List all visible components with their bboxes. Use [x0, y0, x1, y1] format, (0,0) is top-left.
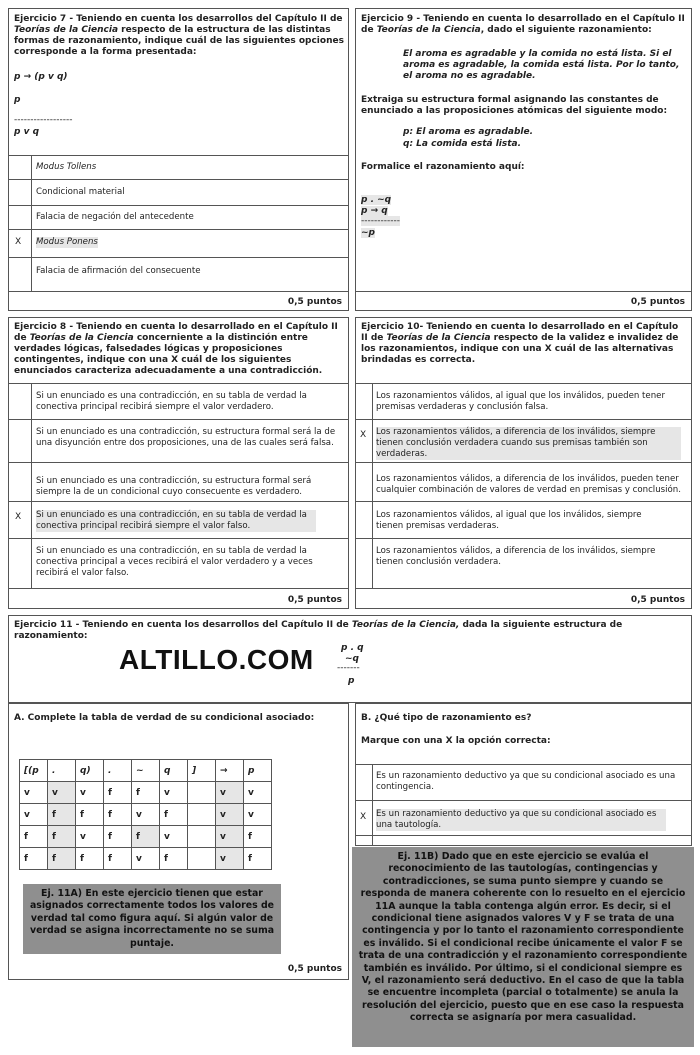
- exercise-8-box: [8, 317, 349, 609]
- arg-line-1: p . q: [341, 643, 364, 653]
- exercise-9-box: [355, 8, 692, 311]
- ex10-option-5[interactable]: Los razonamientos válidos, a diferencia de los inválidos, siempre tienen conclusión verdadera.: [376, 546, 656, 567]
- ex7-option-5[interactable]: Falacia de afirmación del consecuente: [36, 266, 201, 276]
- arg-line-2: ~q: [345, 654, 359, 664]
- q-definition: q: La comida está lista.: [403, 139, 522, 149]
- truth-table-cell[interactable]: f: [132, 782, 160, 804]
- extract-instruction: Extraiga su estructura formal asignando las constantes de enunciado a las proposiciones atómicas del siguiente modo:: [361, 95, 668, 116]
- part-b-instruction: Marque con una X la opción correcta:: [361, 736, 551, 746]
- truth-table-cell[interactable]: v: [76, 782, 104, 804]
- truth-table-cell: →: [216, 760, 244, 782]
- truth-table-header: [20, 760, 272, 782]
- truth-table-cell[interactable]: v: [132, 804, 160, 826]
- part-a-label: A. Complete la tabla de verdad de su condicional asociado:: [14, 713, 315, 723]
- exercise-11-header: [8, 615, 692, 703]
- truth-table-cell: ~: [132, 760, 160, 782]
- note-11a: Ej. 11A) En este ejercicio tienen que estar asignados correctamente todos los valores de verdad tal como figura aquí. Si algún valor de verdad se asigna incorrectamente no se suma puntaje.: [23, 884, 281, 954]
- truth-table-cell[interactable]: v: [216, 848, 244, 870]
- p-definition: p: El aroma es agradable.: [403, 127, 534, 137]
- truth-table-cell[interactable]: [188, 804, 216, 826]
- ex10-option-2[interactable]: Los razonamientos válidos, a diferencia de los inválidos, siempre tienen conclusión verdadera cuando sus premisas también son verdaderas.: [376, 427, 681, 460]
- ex11b-mark-x: X: [360, 812, 367, 822]
- exercise-10-box: [355, 317, 692, 609]
- truth-table-cell[interactable]: v: [20, 804, 48, 826]
- formalize-label: Formalice el razonamiento aquí:: [361, 162, 525, 172]
- ex8-option-5[interactable]: Si un enunciado es una contradicción, en su tabla de verdad la conectiva principal a veces recibirá el valor verdadero y a veces recibirá el valor falso.: [36, 546, 313, 578]
- reasoning-quote: El aroma es agradable y la comida no está lista. Si el aroma es agradable, la comida está lista. Por lo tanto, el aroma no es agradable.: [403, 49, 680, 81]
- part-b-label: B. ¿Qué tipo de razonamiento es?: [361, 713, 532, 723]
- ex11a-points: 0,5 puntos: [287, 964, 342, 974]
- truth-table-row: [20, 826, 272, 848]
- truth-table: [19, 759, 272, 870]
- exercise-11b-box: [355, 703, 692, 846]
- truth-table-cell: .: [48, 760, 76, 782]
- ex10-points: 0,5 puntos: [630, 595, 685, 605]
- ex8-mark-x: X: [15, 512, 22, 522]
- ex7-option-4[interactable]: Modus Ponens: [36, 237, 98, 247]
- truth-table-row: [20, 804, 272, 826]
- truth-table-cell[interactable]: v: [76, 826, 104, 848]
- truth-table-cell[interactable]: f: [132, 826, 160, 848]
- truth-table-cell[interactable]: [188, 826, 216, 848]
- ex7-mark-x: X: [15, 237, 22, 247]
- exercise-9-prompt: Ejercicio 9 - Teniendo en cuenta lo desarrollado en el Capítulo II de Teorías de la Ciencia, dado el siguiente razonamiento:: [361, 14, 685, 35]
- truth-table-cell: ]: [188, 760, 216, 782]
- truth-table-cell[interactable]: f: [20, 848, 48, 870]
- formal-line-1: p . ~q: [361, 195, 392, 205]
- ex7-option-2[interactable]: Condicional material: [36, 187, 125, 197]
- ex11b-option-2[interactable]: Es un razonamiento deductivo ya que su condicional asociado es una tautología.: [376, 809, 666, 831]
- truth-table-cell[interactable]: v: [216, 826, 244, 848]
- note-11b: Ej. 11B) Dado que en este ejercicio se evalúa el reconocimiento de las tautologías, contingencias y contradicciones, se suma punto siempre y cuando se responda de manera coherente con lo resuelto en el ejercicio 11A aunque la tabla contenga algún error. Es decir, si el condicional tiene asignados valores V y F se trata de una contingencia y por lo tanto el razonamiento correspondiente es inválido. Si el condicional recibe únicamente el valor F se trata de una contradicción y el razonamiento correspondiente también es inválido. Por último, si el condicional siempre es V, el razonamiento será deductivo. En el caso de que la tabla se encuentre incompleta (parcial o totalmente) se anula la resolución del ejercicio, puesto que en ese caso la respuesta correcta se asignaría por mera casualidad.: [352, 847, 694, 1047]
- truth-table-cell[interactable]: f: [48, 848, 76, 870]
- formal-line-2: p → q: [361, 206, 388, 216]
- truth-table-cell[interactable]: f: [160, 804, 188, 826]
- truth-table-cell[interactable]: f: [104, 848, 132, 870]
- exercise-11a-box: [8, 703, 349, 980]
- conclusion: p v q: [14, 127, 40, 137]
- truth-table-cell[interactable]: v: [244, 804, 272, 826]
- ex8-option-4[interactable]: Si un enunciado es una contradicción, en su tabla de verdad la conectiva principal recibirá siempre el valor falso.: [36, 510, 316, 532]
- truth-table-cell[interactable]: f: [76, 804, 104, 826]
- arg-line-4: p: [348, 676, 355, 686]
- truth-table-cell: .: [104, 760, 132, 782]
- ex10-option-4[interactable]: Los razonamientos válidos, al igual que los inválidos, siempre tienen premisas verdaderas.: [376, 510, 642, 531]
- ex8-points: 0,5 puntos: [287, 595, 342, 605]
- truth-table-cell[interactable]: f: [76, 848, 104, 870]
- ex8-option-1[interactable]: Si un enunciado es una contradicción, en su tabla de verdad la conectiva principal recibirá siempre el valor verdadero.: [36, 391, 307, 412]
- ex7-option-1[interactable]: Modus Tollens: [36, 162, 97, 172]
- ex7-points: 0,5 puntos: [287, 297, 342, 307]
- ex8-option-3[interactable]: Si un enunciado es una contradicción, su estructura formal será siempre la de un condicional cuyo consecuente es verdadero.: [36, 476, 312, 497]
- exercise-7-box: [8, 8, 349, 311]
- truth-table-cell[interactable]: [188, 848, 216, 870]
- truth-table-cell[interactable]: [188, 782, 216, 804]
- altillo-logo: ALTILLO.COM: [119, 644, 314, 675]
- truth-table-cell[interactable]: v: [160, 826, 188, 848]
- premise-1: p → (p v q): [14, 72, 68, 82]
- truth-table-cell: q): [76, 760, 104, 782]
- truth-table-cell[interactable]: f: [104, 826, 132, 848]
- ex11b-option-1[interactable]: Es un razonamiento deductivo ya que su condicional asociado es una contingencia.: [376, 771, 676, 792]
- formal-line-4: ~p: [361, 228, 375, 238]
- ex10-option-3[interactable]: Los razonamientos válidos, a diferencia de los inválidos, pueden tener cualquier combinación de valores de verdad en premisas y conclusión.: [376, 474, 681, 495]
- separator-line: ------------------: [14, 115, 73, 125]
- formal-line-3: ------------: [361, 216, 400, 226]
- truth-table-cell[interactable]: v: [244, 782, 272, 804]
- exercise-10-prompt: Ejercicio 10- Teniendo en cuenta lo desarrollado en el Capítulo II de Teorías de la Ciencia respecto de la validez e invalidez de los razonamientos, indique con una X cuál de las alternativas brindadas es correcta.: [361, 322, 679, 365]
- truth-table-cell: [(p: [20, 760, 48, 782]
- ex9-points: 0,5 puntos: [630, 297, 685, 307]
- truth-table-row: [20, 848, 272, 870]
- truth-table-row: [20, 782, 272, 804]
- ex7-option-3[interactable]: Falacia de negación del antecedente: [36, 212, 194, 222]
- truth-table-cell[interactable]: f: [20, 826, 48, 848]
- ex10-option-1[interactable]: Los razonamientos válidos, al igual que los inválidos, pueden tener premisas verdaderas y conclusión falsa.: [376, 391, 665, 412]
- truth-table-cell[interactable]: v: [160, 782, 188, 804]
- truth-table-cell: q: [160, 760, 188, 782]
- exercise-8-prompt: Ejercicio 8 - Teniendo en cuenta lo desarrollado en el Capítulo II de Teorías de la Ciencia concerniente a la distinción entre verdades lógicas, falsedades lógicas y proposiciones contingentes, indique con una X cuál de los siguientes enunciados caracteriza adecuadamente a una contradicción.: [14, 322, 338, 376]
- truth-table-cell[interactable]: v: [216, 782, 244, 804]
- truth-table-cell[interactable]: f: [48, 826, 76, 848]
- truth-table-cell[interactable]: v: [48, 782, 76, 804]
- truth-table-cell[interactable]: f: [244, 826, 272, 848]
- truth-table-cell[interactable]: v: [132, 848, 160, 870]
- truth-table-cell[interactable]: v: [20, 782, 48, 804]
- ex8-option-2[interactable]: Si un enunciado es una contradicción, su estructura formal será la de una disyunción entre dos proposiciones, una de las cuales será falsa.: [36, 427, 336, 448]
- truth-table-cell[interactable]: f: [48, 804, 76, 826]
- truth-table-cell[interactable]: f: [244, 848, 272, 870]
- truth-table-cell[interactable]: f: [104, 804, 132, 826]
- truth-table-cell[interactable]: f: [104, 782, 132, 804]
- truth-table-cell[interactable]: v: [216, 804, 244, 826]
- exercise-11-prompt: Ejercicio 11 - Teniendo en cuenta los desarrollos del Capítulo II de Teorías de la Ciencia, dada la siguiente estructura de razonamiento:: [14, 620, 623, 641]
- truth-table-cell: p: [244, 760, 272, 782]
- premise-2: p: [14, 95, 21, 105]
- ex10-mark-x: X: [360, 430, 367, 440]
- truth-table-cell[interactable]: f: [160, 848, 188, 870]
- exercise-7-prompt: Ejercicio 7 - Teniendo en cuenta los desarrollos del Capítulo II de Teorías de la Ciencia respecto de la estructura de las distintas formas de razonamiento, indique cuál de las siguientes opciones corresponde a la forma presentada:: [14, 14, 344, 57]
- arg-line-3: -------: [337, 663, 360, 673]
